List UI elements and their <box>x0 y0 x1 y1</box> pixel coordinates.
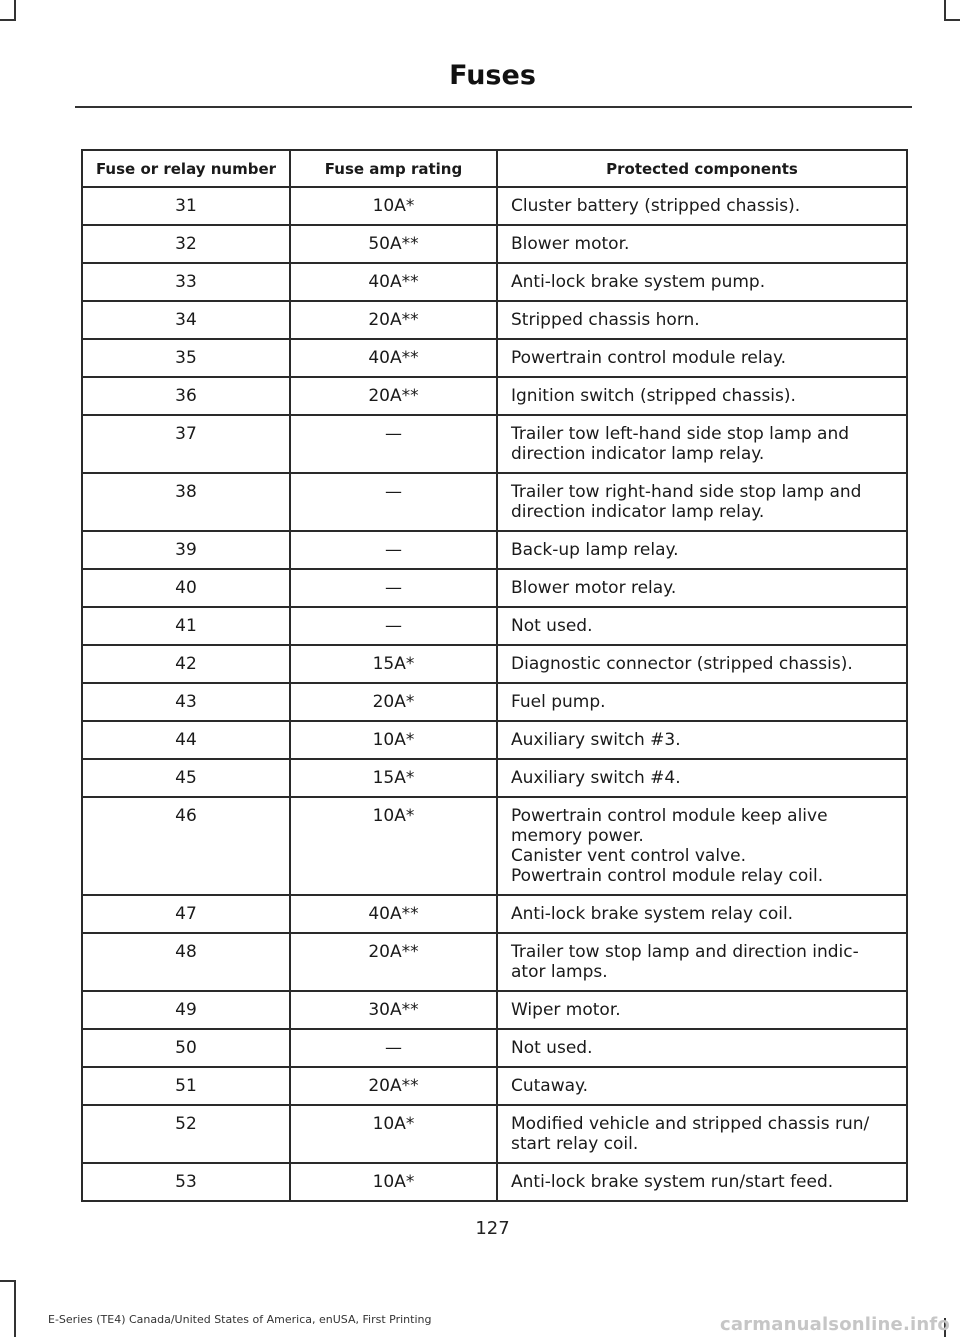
fuse-amp-rating: 40A** <box>290 895 497 933</box>
fuse-table <box>81 149 908 1202</box>
table-row <box>82 301 907 339</box>
component-line: Trailer tow stop lamp and direction indic- <box>511 942 859 962</box>
table-row <box>82 187 907 225</box>
table-row <box>82 1163 907 1201</box>
table-row <box>82 377 907 415</box>
fuse-number: 52 <box>82 1105 290 1163</box>
protected-components <box>497 721 907 759</box>
protected-components <box>497 1105 907 1163</box>
component-line: direction indicator lamp relay. <box>511 502 765 522</box>
component-line: start relay coil. <box>511 1134 639 1154</box>
fuse-number: 50 <box>82 1029 290 1067</box>
fuse-number: 35 <box>82 339 290 377</box>
fuse-amp-rating: 40A** <box>290 339 497 377</box>
fuse-amp-rating: — <box>290 531 497 569</box>
table-row <box>82 339 907 377</box>
table-row <box>82 1067 907 1105</box>
component-line: Trailer tow left-hand side stop lamp and <box>511 424 850 444</box>
fuse-amp-rating: 10A* <box>290 721 497 759</box>
fuse-number: 51 <box>82 1067 290 1105</box>
fuse-amp-rating: — <box>290 607 497 645</box>
fuse-number: 44 <box>82 721 290 759</box>
component-line: Canister vent control valve. <box>511 846 746 866</box>
page-number: 127 <box>475 1218 510 1239</box>
protected-components <box>497 225 907 263</box>
table-row <box>82 607 907 645</box>
table-row <box>82 895 907 933</box>
table-row <box>82 569 907 607</box>
fuse-number: 34 <box>82 301 290 339</box>
protected-components <box>497 1067 907 1105</box>
table-row <box>82 415 907 473</box>
fuse-number: 48 <box>82 933 290 991</box>
crop-mark <box>0 1280 16 1282</box>
column-header-components: Protected components <box>497 150 907 187</box>
fuse-number: 45 <box>82 759 290 797</box>
protected-components <box>497 473 907 531</box>
component-line: Blower motor relay. <box>511 578 677 598</box>
component-line: Auxiliary switch #3. <box>511 730 681 750</box>
protected-components <box>497 531 907 569</box>
fuse-number: 42 <box>82 645 290 683</box>
table-row <box>82 263 907 301</box>
component-line: Anti-lock brake system pump. <box>511 272 766 292</box>
fuse-amp-rating: — <box>290 415 497 473</box>
table-row <box>82 721 907 759</box>
table-row <box>82 645 907 683</box>
fuse-amp-rating: — <box>290 473 497 531</box>
component-line: Powertrain control module relay coil. <box>511 866 824 886</box>
page-title: Fuses <box>449 60 536 91</box>
fuse-amp-rating: 20A** <box>290 377 497 415</box>
protected-components <box>497 339 907 377</box>
table-row <box>82 225 907 263</box>
component-line: Blower motor. <box>511 234 630 254</box>
component-line: Not used. <box>511 616 593 636</box>
fuse-amp-rating: 10A* <box>290 187 497 225</box>
publication-footer: E-Series (TE4) Canada/United States of America, enUSA, First Printing <box>48 1313 432 1326</box>
fuse-amp-rating: 10A* <box>290 797 497 895</box>
fuse-amp-rating: 10A* <box>290 1163 497 1201</box>
column-header-rating: Fuse amp rating <box>290 150 497 187</box>
crop-mark <box>944 19 960 21</box>
protected-components <box>497 301 907 339</box>
fuse-number: 32 <box>82 225 290 263</box>
table-header-row <box>82 150 907 187</box>
protected-components <box>497 607 907 645</box>
component-line: Trailer tow right-hand side stop lamp and <box>511 482 862 502</box>
component-line: Anti-lock brake system run/start feed. <box>511 1172 834 1192</box>
fuse-number: 38 <box>82 473 290 531</box>
component-line: Powertrain control module relay. <box>511 348 787 368</box>
protected-components <box>497 991 907 1029</box>
table-row <box>82 531 907 569</box>
component-line: Back-up lamp relay. <box>511 540 679 560</box>
fuse-number: 33 <box>82 263 290 301</box>
fuse-number: 49 <box>82 991 290 1029</box>
component-line: ator lamps. <box>511 962 608 982</box>
fuse-amp-rating: 15A* <box>290 645 497 683</box>
component-line: memory power. <box>511 826 644 846</box>
component-line: Anti-lock brake system relay coil. <box>511 904 794 924</box>
component-line: direction indicator lamp relay. <box>511 444 765 464</box>
fuse-amp-rating: — <box>290 569 497 607</box>
protected-components <box>497 569 907 607</box>
protected-components <box>497 683 907 721</box>
fuse-amp-rating: — <box>290 1029 497 1067</box>
title-divider <box>75 106 912 108</box>
protected-components <box>497 1163 907 1201</box>
protected-components <box>497 759 907 797</box>
fuse-amp-rating: 15A* <box>290 759 497 797</box>
protected-components <box>497 797 907 895</box>
fuse-number: 36 <box>82 377 290 415</box>
crop-mark <box>944 0 946 20</box>
protected-components <box>497 1029 907 1067</box>
component-line: Stripped chassis horn. <box>511 310 700 330</box>
fuse-number: 41 <box>82 607 290 645</box>
component-line: Wiper motor. <box>511 1000 621 1020</box>
component-line: Ignition switch (stripped chassis). <box>511 386 796 406</box>
table-row <box>82 1029 907 1067</box>
crop-mark <box>14 0 16 20</box>
crop-mark <box>14 1280 16 1337</box>
component-line: Powertrain control module keep alive <box>511 806 828 826</box>
fuse-amp-rating: 10A* <box>290 1105 497 1163</box>
component-line: Fuel pump. <box>511 692 606 712</box>
column-header-number: Fuse or relay number <box>82 150 290 187</box>
table-row <box>82 933 907 991</box>
fuse-amp-rating: 20A* <box>290 683 497 721</box>
table-row <box>82 991 907 1029</box>
protected-components <box>497 415 907 473</box>
table-row <box>82 683 907 721</box>
protected-components <box>497 377 907 415</box>
fuse-number: 46 <box>82 797 290 895</box>
table-row <box>82 797 907 895</box>
fuse-amp-rating: 40A** <box>290 263 497 301</box>
table-row <box>82 473 907 531</box>
fuse-number: 40 <box>82 569 290 607</box>
component-line: Not used. <box>511 1038 593 1058</box>
component-line: Modified vehicle and stripped chassis run/ <box>511 1114 870 1134</box>
component-line: Cutaway. <box>511 1076 589 1096</box>
fuse-amp-rating: 20A** <box>290 1067 497 1105</box>
fuse-number: 31 <box>82 187 290 225</box>
protected-components <box>497 933 907 991</box>
fuse-amp-rating: 30A** <box>290 991 497 1029</box>
fuse-number: 53 <box>82 1163 290 1201</box>
fuse-number: 39 <box>82 531 290 569</box>
component-line: Cluster battery (stripped chassis). <box>511 196 801 216</box>
protected-components <box>497 645 907 683</box>
fuse-number: 37 <box>82 415 290 473</box>
protected-components <box>497 187 907 225</box>
component-line: Auxiliary switch #4. <box>511 768 681 788</box>
crop-mark <box>0 19 16 21</box>
watermark: carmanualsonline.info <box>719 1314 950 1335</box>
table-row <box>82 759 907 797</box>
fuse-number: 47 <box>82 895 290 933</box>
table-row <box>82 1105 907 1163</box>
protected-components <box>497 895 907 933</box>
fuse-amp-rating: 20A** <box>290 301 497 339</box>
table-body <box>82 187 907 1201</box>
component-line: Diagnostic connector (stripped chassis). <box>511 654 853 674</box>
fuse-number: 43 <box>82 683 290 721</box>
fuse-amp-rating: 50A** <box>290 225 497 263</box>
fuse-amp-rating: 20A** <box>290 933 497 991</box>
protected-components <box>497 263 907 301</box>
